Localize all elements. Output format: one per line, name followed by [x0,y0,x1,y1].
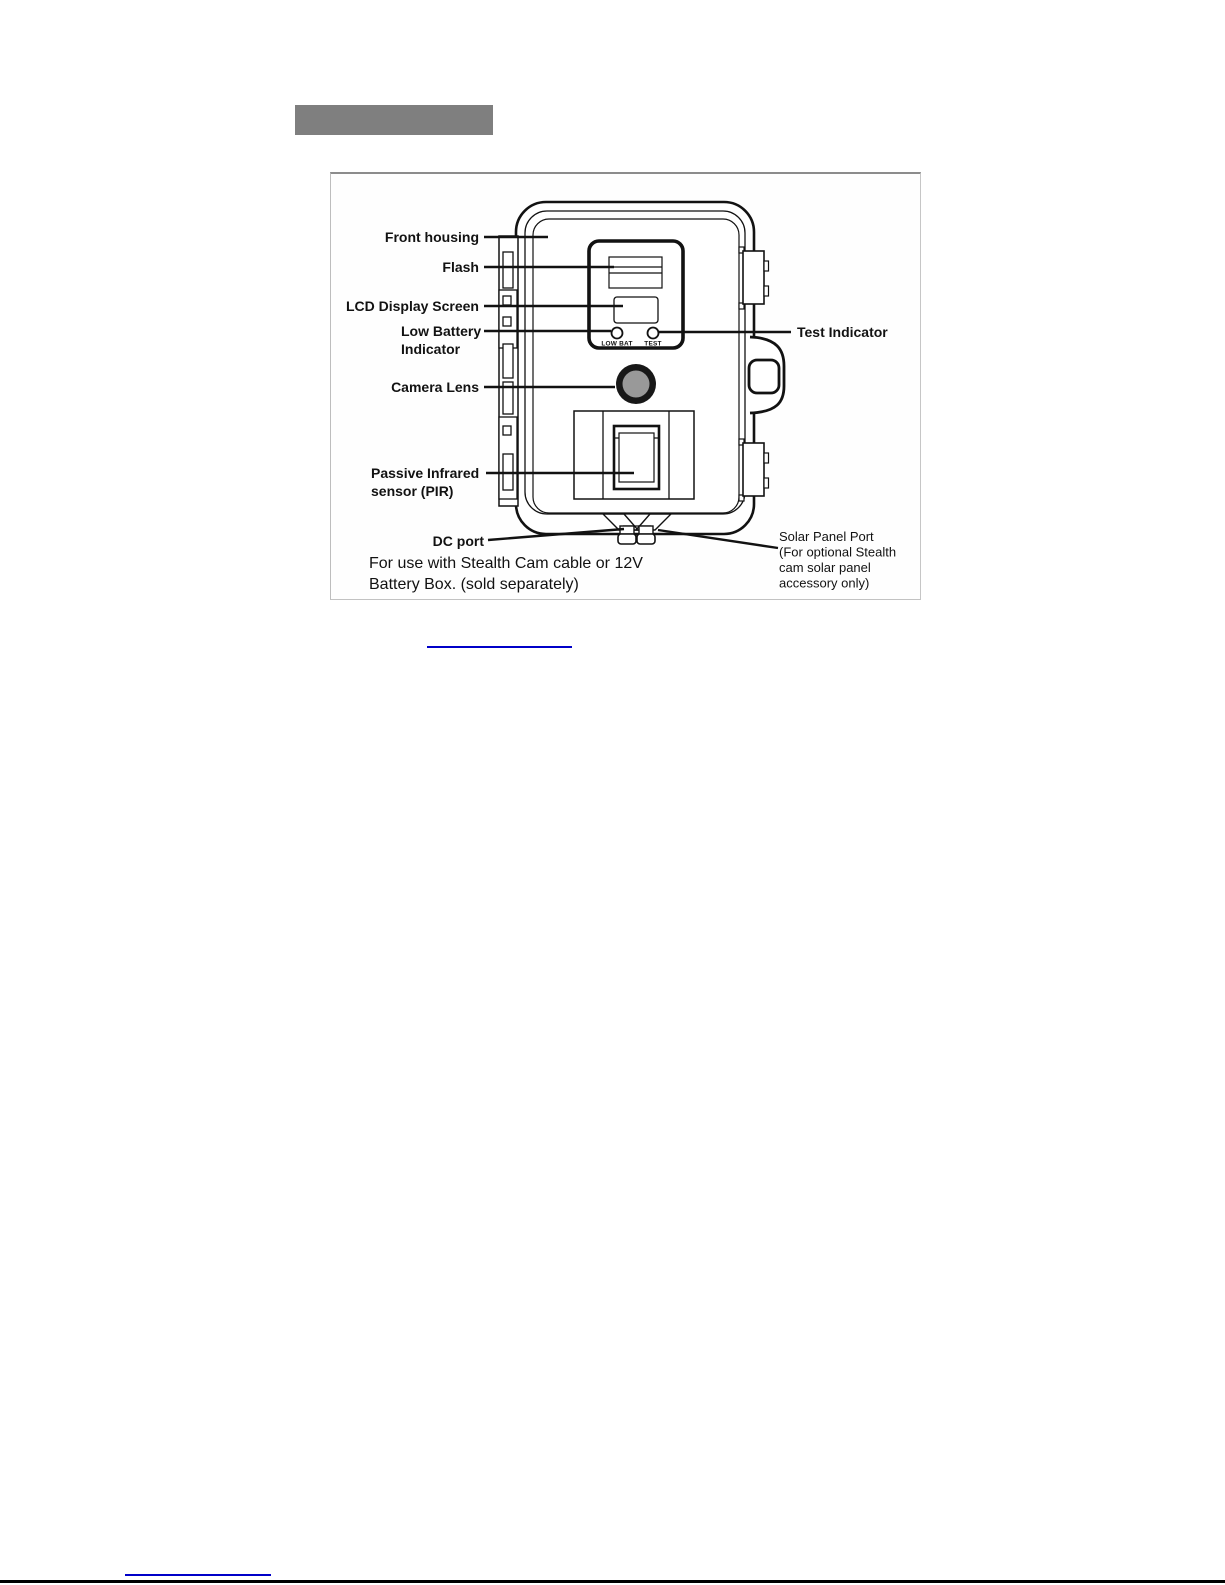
label-dc-port: DC port [432,533,484,549]
camera-lens [616,364,656,404]
latch-top [739,247,769,309]
solar-port-plug [637,526,655,544]
camera-front-diagram [331,174,920,598]
low-bat-led-label: LOW BAT [601,340,633,348]
label-low-battery-line1: Low Battery [401,323,482,339]
blank-hyperlink[interactable] [427,634,572,648]
label-front-housing: Front housing [384,229,479,245]
flash-window [609,257,662,288]
label-dc-desc-line2: Battery Box. (sold separately) [369,576,579,593]
side-recess-socket [749,360,779,393]
label-test-indicator: Test Indicator [797,324,888,340]
low-bat-led [612,328,623,339]
label-camera-lens: Camera Lens [391,379,479,395]
label-solar-line1: Solar Panel Port [779,529,874,544]
label-pir-line1: Passive Infrared [371,465,480,481]
lcd-window [614,297,658,323]
label-solar-line4: accessory only) [779,575,870,591]
label-flash: Flash [442,259,479,275]
redacted-header-bar [295,105,493,135]
label-solar-line3: cam solar panel [779,560,871,575]
label-pir-line2: sensor (PIR) [371,483,454,499]
footer-rule [0,1580,1225,1583]
label-solar-line2: (For optional Stealth [779,544,897,560]
label-low-battery-line2: Indicator [401,341,461,357]
camera-diagram-panel [330,172,921,600]
test-led-label: TEST [644,340,662,348]
test-led [648,328,659,339]
label-lcd: LCD Display Screen [345,298,479,314]
hinge-strip [499,236,518,506]
pir-sensor [574,411,694,499]
footer-blank-hyperlink[interactable] [125,1562,271,1576]
latch-bottom [739,439,769,501]
label-dc-desc-line1: For use with Stealth Cam cable or 12V [369,555,643,572]
